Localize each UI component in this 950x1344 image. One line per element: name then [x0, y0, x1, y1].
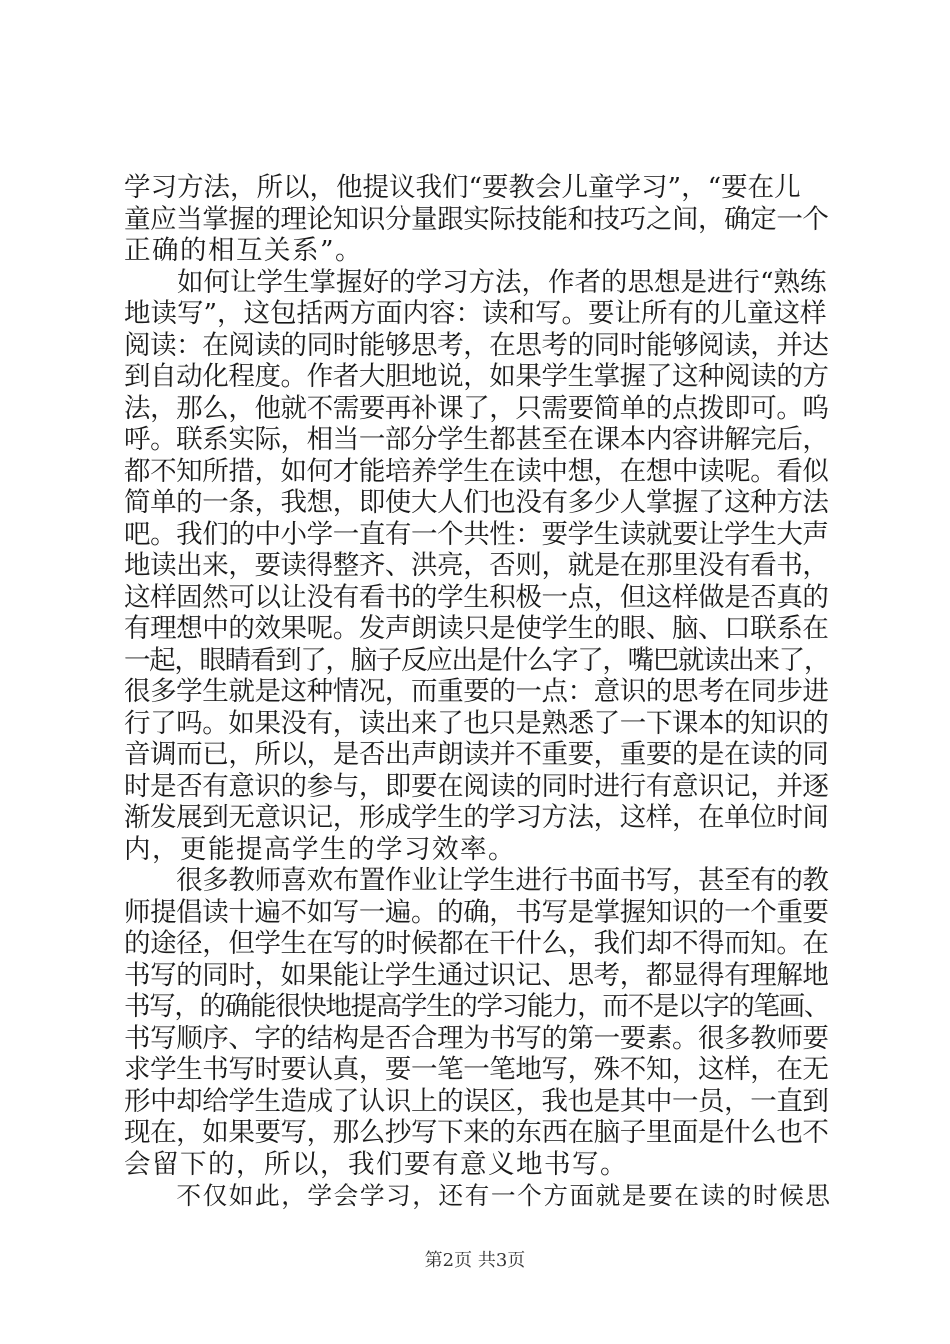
text-line: 这样固然可以让没有看书的学生积极一点，但这样做是否真的 — [124, 581, 829, 613]
text-line: 现在，如果要写，那么抄写下来的东西在脑子里面是什么也不 — [124, 1117, 829, 1148]
text-line: 如何让学生掌握好的学习方法，作者的思想是进行“熟练 — [124, 266, 827, 298]
text-line: 形中却给学生造成了认识上的误区，我也是其中一员，一直到 — [124, 1085, 829, 1117]
text-line: 会留下的，所以，我们要有意义地书写。 — [124, 1148, 628, 1180]
text-line: 有理想中的效果呢。发声朗读只是使学生的眼、脑、口联系在 — [124, 613, 829, 644]
text-line: 地读写”，这包括两方面内容：读和写。要让所有的儿童这样 — [124, 298, 827, 329]
text-line: 内，更能提高学生的学习效率。 — [124, 833, 516, 865]
text-line: 童应当掌握的理论知识分量跟实际技能和技巧之间，确定一个 — [124, 203, 829, 235]
text-line: 都不知所措，如何才能培养学生在读中想，在想中读呢。看似 — [124, 455, 829, 487]
body-text — [124, 172, 832, 1212]
text-line: 呼。联系实际，相当一部分学生都甚至在课本内容讲解完后， — [124, 424, 829, 455]
text-line: 很多学生就是这种情况，而重要的一点：意识的思考在同步进 — [124, 676, 829, 707]
text-line: 师提倡读十遍不如写一遍。的确，书写是掌握知识的一个重要 — [124, 896, 829, 928]
text-line: 的途径，但学生在写的时候都在干什么，我们却不得而知。在 — [124, 928, 829, 959]
text-line: 行了吗。如果没有，读出来了也只是熟悉了一下课本的知识的 — [124, 707, 829, 739]
text-line: 很多教师喜欢布置作业让学生进行书面书写，甚至有的教 — [124, 865, 829, 896]
text-line: 不仅如此，学会学习，还有一个方面就是要在读的时候思 — [124, 1181, 832, 1210]
text-line: 书写的同时，如果能让学生通过识记、思考，都显得有理解地 — [124, 959, 829, 991]
text-line: 吧。我们的中小学一直有一个共性：要学生读就要让学生大声 — [124, 518, 829, 550]
text-line: 渐发展到无意识记，形成学生的学习方法，这样，在单位时间 — [124, 802, 829, 833]
text-line: 音调而已，所以，是否出声朗读并不重要，重要的是在读的同 — [124, 739, 829, 770]
text-line: 书写，的确能很快地提高学生的学习能力，而不是以字的笔画、 — [124, 991, 829, 1022]
page-footer: 第2页 共3页 — [424, 1250, 526, 1271]
text-line: 正确的相互关系”。 — [124, 235, 364, 266]
text-line: 一起，眼睛看到了，脑子反应出是什么字了，嘴巴就读出来了， — [124, 644, 829, 676]
text-line: 时是否有意识的参与，即要在阅读的同时进行有意识记，并逐 — [124, 770, 829, 802]
text-line: 学习方法，所以，他提议我们“要教会儿童学习”，“要在儿 — [124, 172, 801, 203]
text-line: 法，那么，他就不需要再补课了，只需要简单的点拨即可。呜 — [124, 392, 829, 424]
text-line: 到自动化程度。作者大胆地说，如果学生掌握了这种阅读的方 — [124, 361, 829, 392]
text-line: 求学生书写时要认真，要一笔一笔地写，殊不知，这样，在无 — [124, 1054, 829, 1085]
text-line: 地读出来，要读得整齐、洪亮，否则，就是在那里没有看书， — [124, 550, 829, 581]
text-line: 书写顺序、字的结构是否合理为书写的第一要素。很多教师要 — [124, 1022, 829, 1054]
text-line: 简单的一条，我想，即使大人们也没有多少人掌握了这种方法 — [124, 487, 829, 518]
text-line: 阅读：在阅读的同时能够思考，在思考的同时能够阅读，并达 — [124, 329, 829, 361]
